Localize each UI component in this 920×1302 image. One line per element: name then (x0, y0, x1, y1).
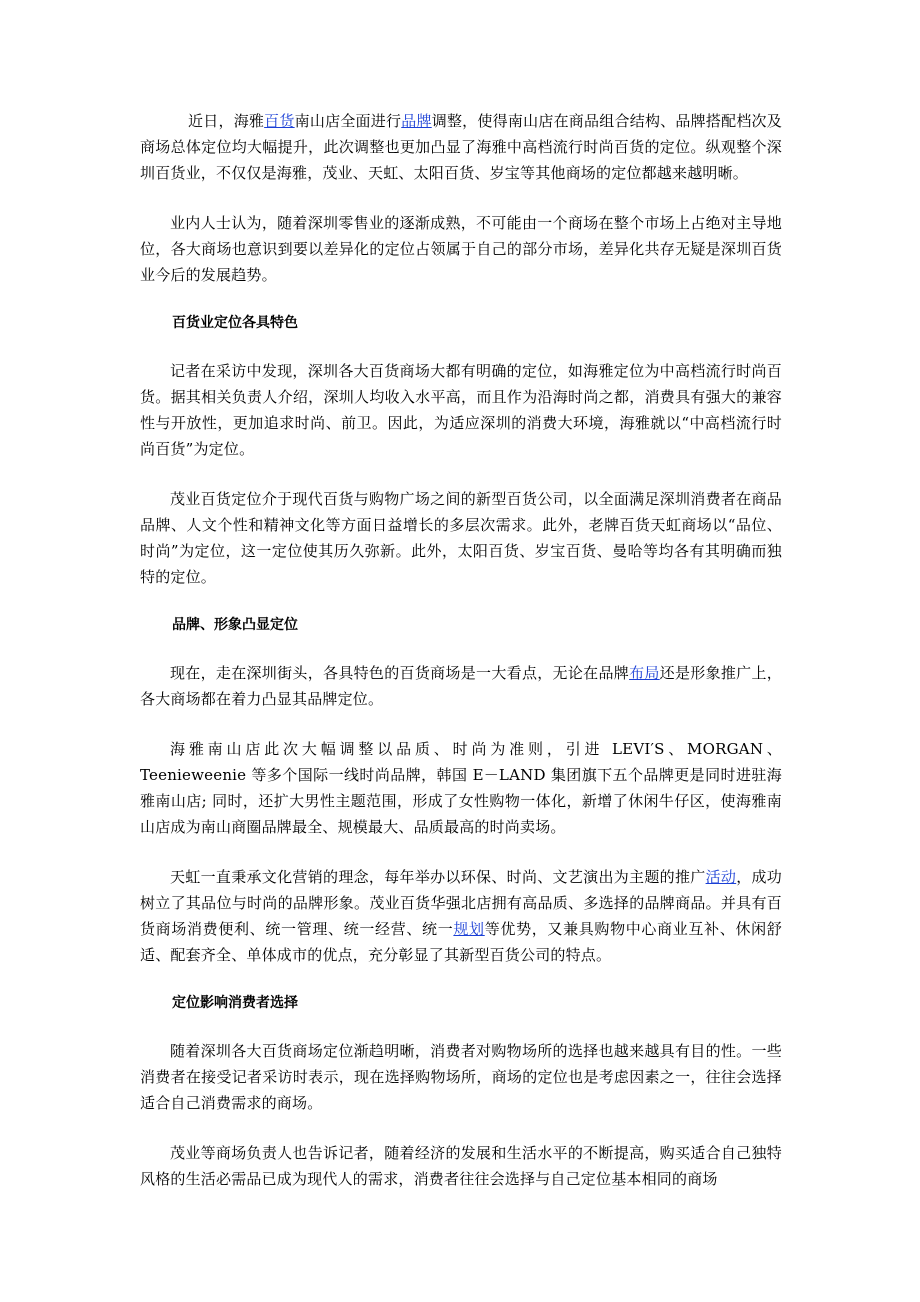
link-layout[interactable]: 布局 (629, 664, 660, 682)
paragraph-text: 调整，使得南山店在商品组合结构、品牌搭配档次及商场总体定位均大幅提升，此次调整也更加凸显了海雅中高档流行时尚百货的定位。纵观整个深圳百货业，不仅仅是海雅，茂业、天虹、太阳百货、岁宝等其他商场的定位都越来越明晰。 (140, 112, 782, 182)
paragraph-tianhong-marketing (140, 864, 782, 968)
paragraph-text: 还是形象推广上，各大商场都在着力凸显其品牌定位。 (140, 664, 782, 708)
paragraph-maoye-positioning: 茂业百货定位介于现代百货与购物广场之间的新型百货公司，以全面满足深圳消费者在商品品牌、人文个性和精神文化等方面日益增长的多层次需求。此外，老牌百货天虹商场以“品位、时尚”为定位，这一定位使其历久弥新。此外，太阳百货、岁宝百货、曼哈等均各有其明确而独特的定位。 (140, 490, 782, 586)
section-heading-brand-image: 品牌、形象凸显定位 (172, 617, 298, 633)
paragraph-nanshan-adjustment: 海雅南山店此次大幅调整以品质、时尚为准则，引进 LEVI′S、MORGAN、Teenieweenie 等多个国际一线时尚品牌，韩国 E－LAND 集团旗下五个品牌更是同时进驻海雅南山店; 同时，还扩大男性主题范围，形成了女性购物一体化，新增了休闲牛仔区，使海雅南山店成为南山商圈品牌最全、规模最大、品质最高的时尚卖场。 (140, 740, 782, 836)
paragraph-industry-view: 业内人士认为，随着深圳零售业的逐渐成熟，不可能由一个商场在整个市场上占绝对主导地位，各大商场也意识到要以差异化的定位占领属于自己的部分市场，差异化共存无疑是深圳百货业今后的发展趋势。 (140, 214, 782, 284)
paragraph-text: 近日，海雅 (188, 112, 265, 130)
paragraph-text: ，成功树立了其品位与时尚的品牌形象。茂业百货华强北店拥有高品质、多选择的品牌商品。并具有百货商场消费便利、统一管理、统一经营、统一 (140, 868, 782, 938)
paragraph-text: 南山店全面进行 (294, 112, 402, 130)
section-heading-consumer-choice: 定位影响消费者选择 (172, 995, 298, 1011)
article-body (140, 108, 782, 1192)
link-brand[interactable]: 品牌 (401, 112, 432, 130)
paragraph-consumer-choice: 随着深圳各大百货商场定位渐趋明晰，消费者对购物场所的选择也越来越具有目的性。一些消费者在接受记者采访时表示，现在选择购物场所，商场的定位也是考虑因素之一，往往会选择适合自己消费需求的商场。 (140, 1042, 782, 1112)
link-department-store[interactable]: 百货 (264, 112, 295, 130)
paragraph-street-view (140, 660, 782, 712)
paragraph-text: 等优势，又兼具购物中心商业互补、休闲舒适、配套齐全、单体成市的优点，充分彰显了其新型百货公司的特点。 (140, 920, 782, 964)
link-activity[interactable]: 活动 (705, 868, 737, 886)
paragraph-text: 现在，走在深圳街头，各具特色的百货商场是一大看点，无论在品牌 (170, 664, 630, 682)
paragraph-mall-managers: 茂业等商场负责人也告诉记者，随着经济的发展和生活水平的不断提高，购买适合自己独特风格的生活必需品已成为现代人的需求，消费者往往会选择与自己定位基本相同的商场 (140, 1144, 782, 1188)
link-planning[interactable]: 规划 (453, 920, 485, 938)
paragraph-haiya-positioning: 记者在采访中发现，深圳各大百货商场大都有明确的定位，如海雅定位为中高档流行时尚百货。据其相关负责人介绍，深圳人均收入水平高，而且作为沿海时尚之都，消费具有强大的兼容性与开放性，更加追求时尚、前卫。因此，为适应深圳的消费大环境，海雅就以“中高档流行时尚百货”为定位。 (140, 362, 782, 458)
paragraph-text: 天虹一直秉承文化营销的理念，每年举办以环保、时尚、文艺演出为主题的推广 (170, 868, 706, 886)
paragraph-intro (140, 108, 782, 186)
section-heading-positioning: 百货业定位各具特色 (172, 315, 298, 331)
